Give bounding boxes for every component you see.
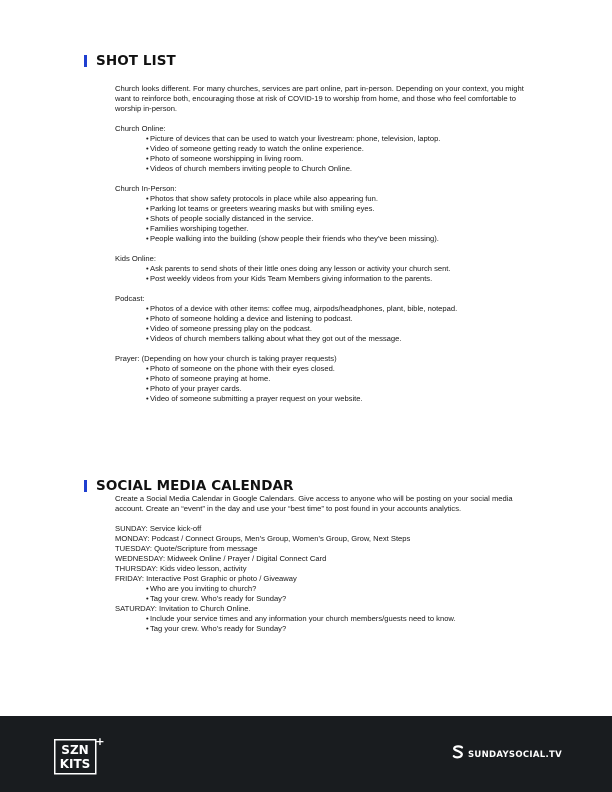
list-item: • Video of someone submitting a prayer request on your website. bbox=[115, 394, 525, 404]
logo-line-2: KITS bbox=[59, 757, 91, 771]
day-label: FRIDAY: Interactive Post Graphic or photo / Giveaway bbox=[115, 574, 297, 583]
list-item: • Photo of someone on the phone with their eyes closed. bbox=[115, 364, 525, 374]
day-label: MONDAY: Podcast / Connect Groups, Men’s Group, Women’s Group, Grow, Next Steps bbox=[115, 534, 411, 543]
shot-group bbox=[115, 124, 525, 174]
list-item: • Picture of devices that can be used to watch your livestream: phone, television, laptop. bbox=[115, 134, 525, 144]
social-calendar-intro: Create a Social Media Calendar in Google Calendars. Give access to anyone who will be posting on your social media account. Create an “event” in the day and use your “best time” to post found in your accounts analytics. bbox=[115, 494, 513, 513]
list-item: • Video of someone pressing play on the podcast. bbox=[115, 324, 525, 334]
social-calendar-title: SOCIAL MEDIA CALENDAR bbox=[96, 478, 294, 494]
shot-label: Podcast: bbox=[115, 294, 145, 303]
day-group bbox=[115, 564, 525, 574]
list-item: • Parking lot teams or greeters wearing masks but with smiling eyes. bbox=[115, 204, 525, 214]
szn-kits-logo bbox=[54, 735, 104, 775]
logo-line-1: SZN bbox=[61, 743, 89, 757]
list-item: • Photo of your prayer cards. bbox=[115, 384, 525, 394]
list-item: • Photo of someone worshipping in living room. bbox=[115, 154, 525, 164]
list-item: • Photo of someone holding a device and listening to podcast. bbox=[115, 314, 525, 324]
day-group bbox=[115, 534, 525, 544]
day-group bbox=[115, 524, 525, 534]
shot-bullet-list bbox=[115, 364, 525, 404]
list-item: • Shots of people socially distanced in the service. bbox=[115, 214, 525, 224]
shot-group bbox=[115, 184, 525, 244]
list-item: • Videos of church members inviting people to Church Online. bbox=[115, 164, 525, 174]
shot-bullet-list bbox=[115, 194, 525, 244]
heading-accent-bar bbox=[84, 55, 87, 67]
list-item: • Video of someone getting ready to watch the online experience. bbox=[115, 144, 525, 154]
shot-list-intro: Church looks different. For many churches, services are part online, part in-person. Depending on your context, you might want to reinforce both, encouraging those at risk of COVID-19 to worship from home, and those who feel comfortable to worship in-person. bbox=[115, 84, 524, 113]
shot-list-heading bbox=[84, 53, 176, 69]
day-label: SATURDAY: Invitation to Church Online. bbox=[115, 604, 251, 613]
list-item: • Who are you inviting to church? bbox=[115, 584, 525, 594]
list-item: • Photos of a device with other items: coffee mug, airpods/headphones, plant, bible, notepad. bbox=[115, 304, 525, 314]
shot-list-body bbox=[115, 84, 525, 404]
shot-bullet-list bbox=[115, 304, 525, 344]
shot-list-groups bbox=[115, 124, 525, 404]
sunday-social-brand bbox=[452, 745, 562, 764]
shot-label: Prayer: (Depending on how your church is taking prayer requests) bbox=[115, 354, 337, 363]
brand-text: SUNDAYSOCIAL.TV bbox=[468, 749, 562, 760]
shot-group bbox=[115, 254, 525, 284]
day-label: SUNDAY: Service kick-off bbox=[115, 524, 202, 533]
list-item: • Videos of church members talking about what they got out of the message. bbox=[115, 334, 525, 344]
list-item: • Include your service times and any information your church members/guests need to know. bbox=[115, 614, 525, 624]
shot-label: Church In-Person: bbox=[115, 184, 177, 193]
list-item: • Tag your crew. Who’s ready for Sunday? bbox=[115, 594, 525, 604]
calendar-days bbox=[115, 524, 525, 634]
day-group bbox=[115, 604, 525, 634]
list-item: • Photos that show safety protocols in place while also appearing fun. bbox=[115, 194, 525, 204]
shot-group bbox=[115, 354, 525, 404]
s-logo-icon bbox=[452, 745, 464, 764]
heading-accent-bar bbox=[84, 480, 87, 492]
day-group bbox=[115, 544, 525, 554]
shot-bullet-list bbox=[115, 264, 525, 284]
day-label: THURSDAY: Kids video lesson, activity bbox=[115, 564, 247, 573]
shot-group bbox=[115, 294, 525, 344]
day-label: TUESDAY: Quote/Scripture from message bbox=[115, 544, 258, 553]
day-bullet-list bbox=[115, 614, 525, 634]
social-calendar-body bbox=[115, 494, 525, 634]
shot-label: Kids Online: bbox=[115, 254, 156, 263]
social-calendar-heading bbox=[84, 478, 294, 494]
logo-plus: + bbox=[95, 735, 104, 748]
shot-bullet-list bbox=[115, 134, 525, 174]
day-group bbox=[115, 554, 525, 564]
list-item: • Post weekly videos from your Kids Team Members giving information to the parents. bbox=[115, 274, 525, 284]
day-group bbox=[115, 574, 525, 604]
list-item: • Tag your crew. Who’s ready for Sunday? bbox=[115, 624, 525, 634]
list-item: • Photo of someone praying at home. bbox=[115, 374, 525, 384]
shot-label: Church Online: bbox=[115, 124, 166, 133]
day-label: WEDNESDAY: Midweek Online / Prayer / Digital Connect Card bbox=[115, 554, 327, 563]
day-bullet-list bbox=[115, 584, 525, 604]
shot-list-title: SHOT LIST bbox=[96, 53, 176, 69]
list-item: • Families worshiping together. bbox=[115, 224, 525, 234]
list-item: • Ask parents to send shots of their little ones doing any lesson or activity your church sent. bbox=[115, 264, 525, 274]
list-item: • People walking into the building (show people their friends who they've been missing). bbox=[115, 234, 525, 244]
